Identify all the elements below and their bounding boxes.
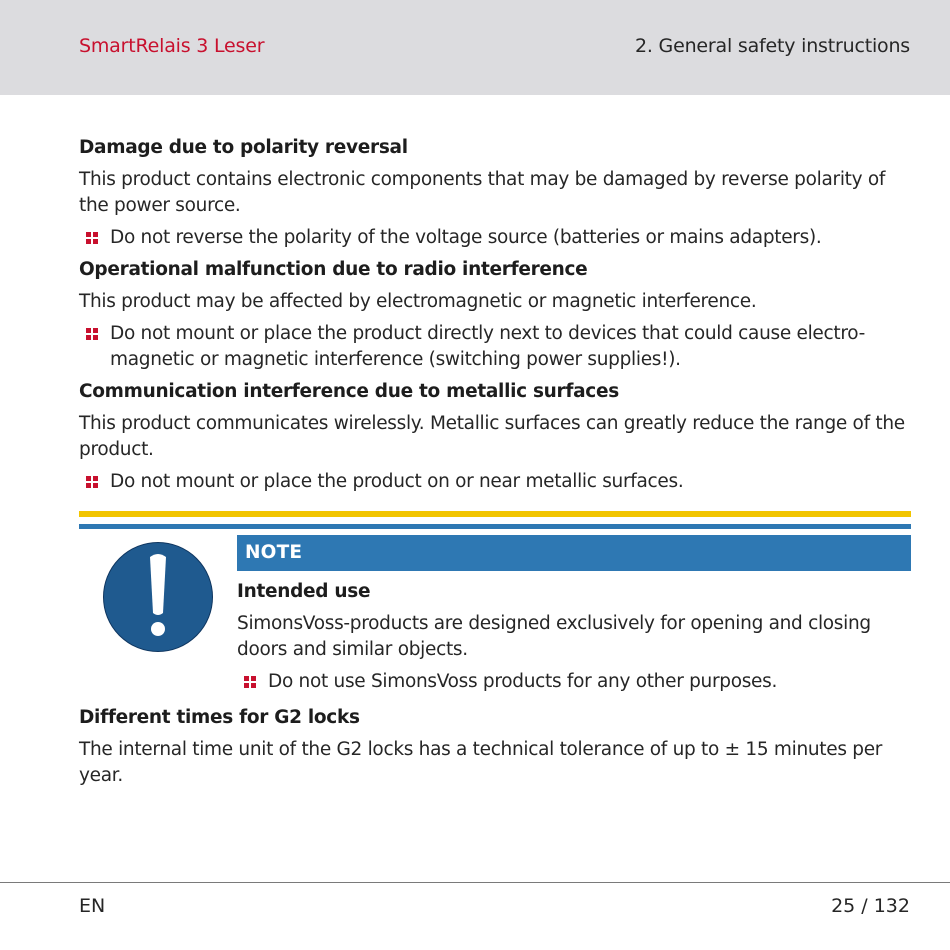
bullet-item	[237, 669, 911, 695]
bullet-item	[79, 469, 911, 495]
red-bullet-icon	[86, 328, 98, 340]
product-name: SmartRelais 3 Leser	[79, 35, 265, 57]
main-content	[79, 135, 911, 501]
bullet-item	[79, 225, 911, 251]
section-metallic-surfaces	[79, 379, 911, 495]
section-text: This product may be affected by electromagnetic or magnetic interference.	[79, 291, 757, 312]
red-bullet-icon	[86, 232, 98, 244]
chapter-title: 2. General safety instructions	[634, 35, 910, 57]
note-label: NOTE	[237, 535, 911, 571]
page-header	[0, 0, 950, 95]
section-text: This product communicates wirelessly. Metallic surfaces can greatly reduce the range of the product.	[79, 413, 905, 460]
note-body	[237, 579, 911, 701]
page-number: 25 / 132	[831, 895, 910, 917]
section-radio-interference	[79, 257, 911, 373]
section-heading: Operational malfunction due to radio interference	[79, 259, 588, 280]
bullet-text: Do not reverse the polarity of the voltage source (batteries or mains adapters).	[110, 227, 822, 248]
bullet-item	[79, 321, 911, 373]
section-heading: Damage due to polarity reversal	[79, 137, 408, 158]
note-text: SimonsVoss-products are designed exclusively for opening and closing doors and similar objects.	[237, 613, 871, 660]
red-bullet-icon	[244, 676, 256, 688]
section-g2-locks	[79, 705, 911, 789]
section-text: This product contains electronic components that may be damaged by reverse polarity of the power source.	[79, 169, 886, 216]
red-bullet-icon	[86, 476, 98, 488]
section-polarity	[79, 135, 911, 251]
note-yellow-bar	[79, 511, 911, 517]
bullet-text: Do not mount or place the product on or near metallic surfaces.	[110, 471, 684, 492]
bullet-text: Do not mount or place the product directly next to devices that could cause electro-magnetic or magnetic interference (switching power supplies!).	[110, 323, 865, 370]
footer-language: EN	[79, 895, 106, 917]
note-blue-bar	[79, 524, 911, 529]
section-text: The internal time unit of the G2 locks has a technical tolerance of up to ± 15 minutes per year.	[79, 739, 883, 786]
exclamation-icon	[103, 542, 213, 652]
bullet-text: Do not use SimonsVoss products for any other purposes.	[268, 671, 778, 692]
section-heading: Different times for G2 locks	[79, 707, 360, 728]
section-heading: Communication interference due to metallic surfaces	[79, 381, 619, 402]
footer-divider	[0, 882, 950, 883]
note-box	[79, 511, 911, 692]
note-heading: Intended use	[237, 581, 371, 602]
